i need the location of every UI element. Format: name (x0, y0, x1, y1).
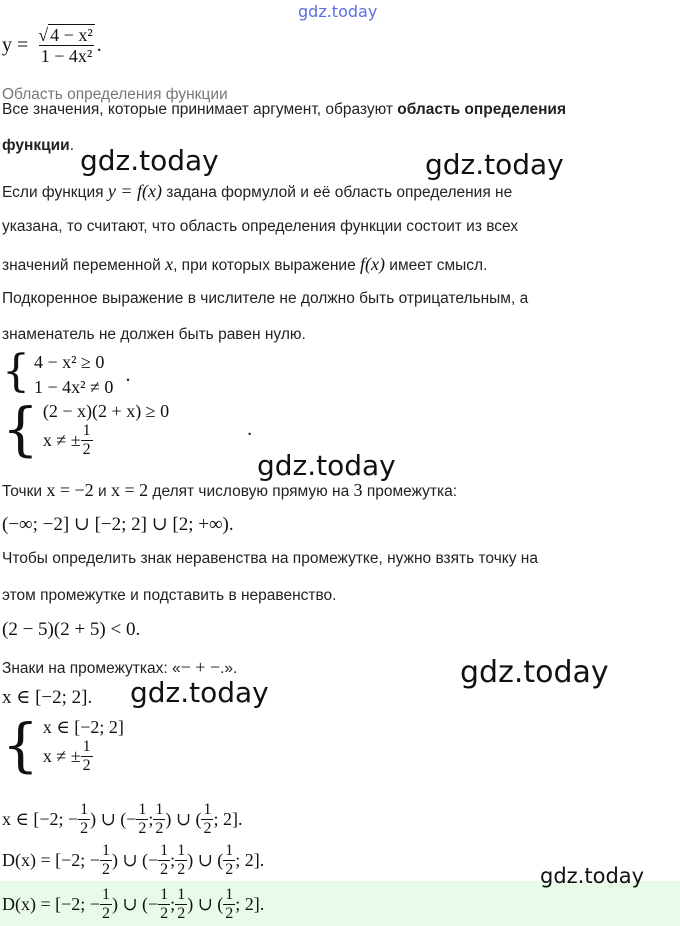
definition-line2: функции. (2, 137, 74, 154)
rule-line3: значений переменной x, при которых выражение f(x) имеет смысл. (2, 254, 488, 274)
condition-line1: Подкоренное выражение в числителе не должно быть отрицательным, а (2, 290, 529, 307)
x-in-interval: x ∈ [−2; 2]. (2, 687, 93, 708)
formula-lhs: y = (2, 34, 29, 56)
system-1: { 4 − x² ≥ 0 1 − 4x² ≠ 0 . (2, 346, 131, 397)
watermark-1: gdz.today (80, 144, 219, 177)
formula-numerator: 4 − x² (50, 25, 93, 45)
test-point: (2 − 5)(2 + 5) < 0. (2, 619, 141, 640)
signs-line: Знаки на промежутках: «− + −.». (2, 657, 238, 677)
watermark-5: gdz.today (130, 676, 269, 709)
formula-denominator: 1 − 4x² (40, 46, 93, 66)
method-line1: Чтобы определить знак неравенства на промежутке, нужно взять точку на (2, 550, 538, 567)
answer-domain: D(x) = [−2; − $\frac{1}{2}$ ) ∪ (− $\frac{1}{2}$ ; $\frac{1}{2}$ ) ∪ ( $\frac{1}{2}$ ; 2]. (2, 886, 265, 922)
definition-line1: Все значения, которые принимает аргумент, образуют область определения (2, 101, 567, 118)
result-x: x ∈ [−2; − $\frac{1}{2}$ ) ∪ (− $\frac{1}{2}$ ; $\frac{1}{2}$ ) ∪ ( $\frac{1}{2}$ ; 2]. (2, 801, 243, 837)
clipped-heading: Область определения функции (2, 86, 228, 103)
system-3: { x ∈ [−2; 2] x ≠ ± $\frac{1}{2}$ (2, 711, 124, 779)
condition-line2: знаменатель не должен быть равен нулю. (2, 326, 306, 343)
watermark-top: gdz.today (298, 2, 378, 21)
rule-line2: указана, то считают, что область определения функции состоит из всех (2, 218, 519, 235)
method-line2: этом промежутке и подставить в неравенство. (2, 587, 337, 604)
points-line: Точки x = −2 и x = 2 делят числовую прямую на 3 промежутка: (2, 480, 458, 500)
rule-line1: Если функция y = f(x) задана формулой и её область определения не (2, 181, 513, 201)
watermark-4: gdz.today (460, 655, 609, 690)
watermark-6: gdz.today (540, 864, 645, 888)
system-2: { (2 − x)(2 + x) ≥ 0 x ≠ ± $\frac{1}{2}$ . (2, 395, 253, 463)
watermark-3: gdz.today (257, 449, 396, 482)
function-formula: y = $\frac{\text{√ 4 − x²}}{\text{1 − 4x²}}$ . (2, 25, 102, 66)
intervals-line: (−∞; −2] ∪ [−2; 2] ∪ [2; +∞). (2, 514, 234, 535)
result-domain: D(x) = [−2; − $\frac{1}{2}$ ) ∪ (− $\frac{1}{2}$ ; $\frac{1}{2}$ ) ∪ ( $\frac{1}{2}$ ; 2]. (2, 842, 265, 878)
watermark-2: gdz.today (425, 148, 564, 181)
